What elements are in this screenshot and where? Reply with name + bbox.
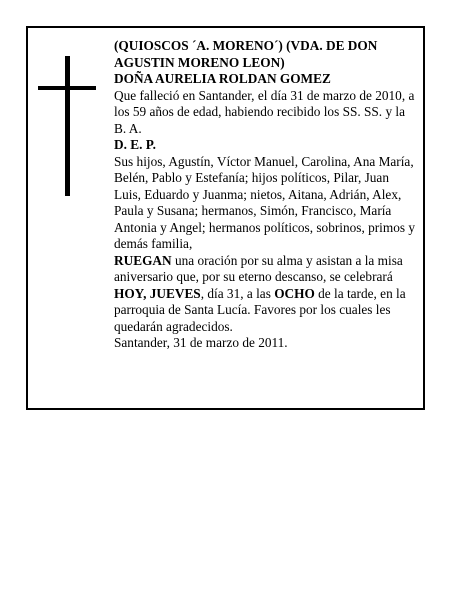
dep-line: D. E. P. [114,137,156,152]
ruegan-word: RUEGAN [114,252,172,268]
family-paragraph: Sus hijos, Agustín, Víctor Manuel, Carolina, Ana María, Belén, Pablo y Estefanía; hijos políticos, Pilar, Juan Luis, Eduardo y Juanma; nietos, Aitana, Adrián, Alex, Paula y Susana; hermanos, Simón, Francisco, María Antonia y Angel; hermanos políticos, sobrinos, primos y demás familia, [114,153,416,251]
closing-line: Santander, 31 de marzo de 2011. [114,335,288,350]
cross-icon [65,56,70,196]
deceased-name: DOÑA AURELIA ROLDAN GOMEZ [114,71,331,86]
request-paragraph [114,253,416,336]
header-business: (QUIOSCOS ´A. MORENO´) (VDA. DE DON AGUSTIN MORENO LEON) [114,38,378,70]
death-paragraph: Que falleció en Santander, el día 31 de marzo de 2010, a los 59 años de edad, habiendo recibido los SS. SS. y la B. A. [114,87,415,136]
service-hour: OCHO [274,285,315,301]
cross-icon-bar [38,86,96,90]
obituary-text [114,38,416,352]
service-day: HOY, JUEVES [114,285,201,301]
request-text-1: una oración por su alma y asistan a la misa aniversario que, por su eterno descanso, se celebrará [114,252,403,284]
request-text-2: , día 31, a las [200,285,275,301]
request-text-3: de la tarde, en la parroquia de Santa Lucía. Favores por los cuales les quedarán agradecidos. [114,285,406,334]
